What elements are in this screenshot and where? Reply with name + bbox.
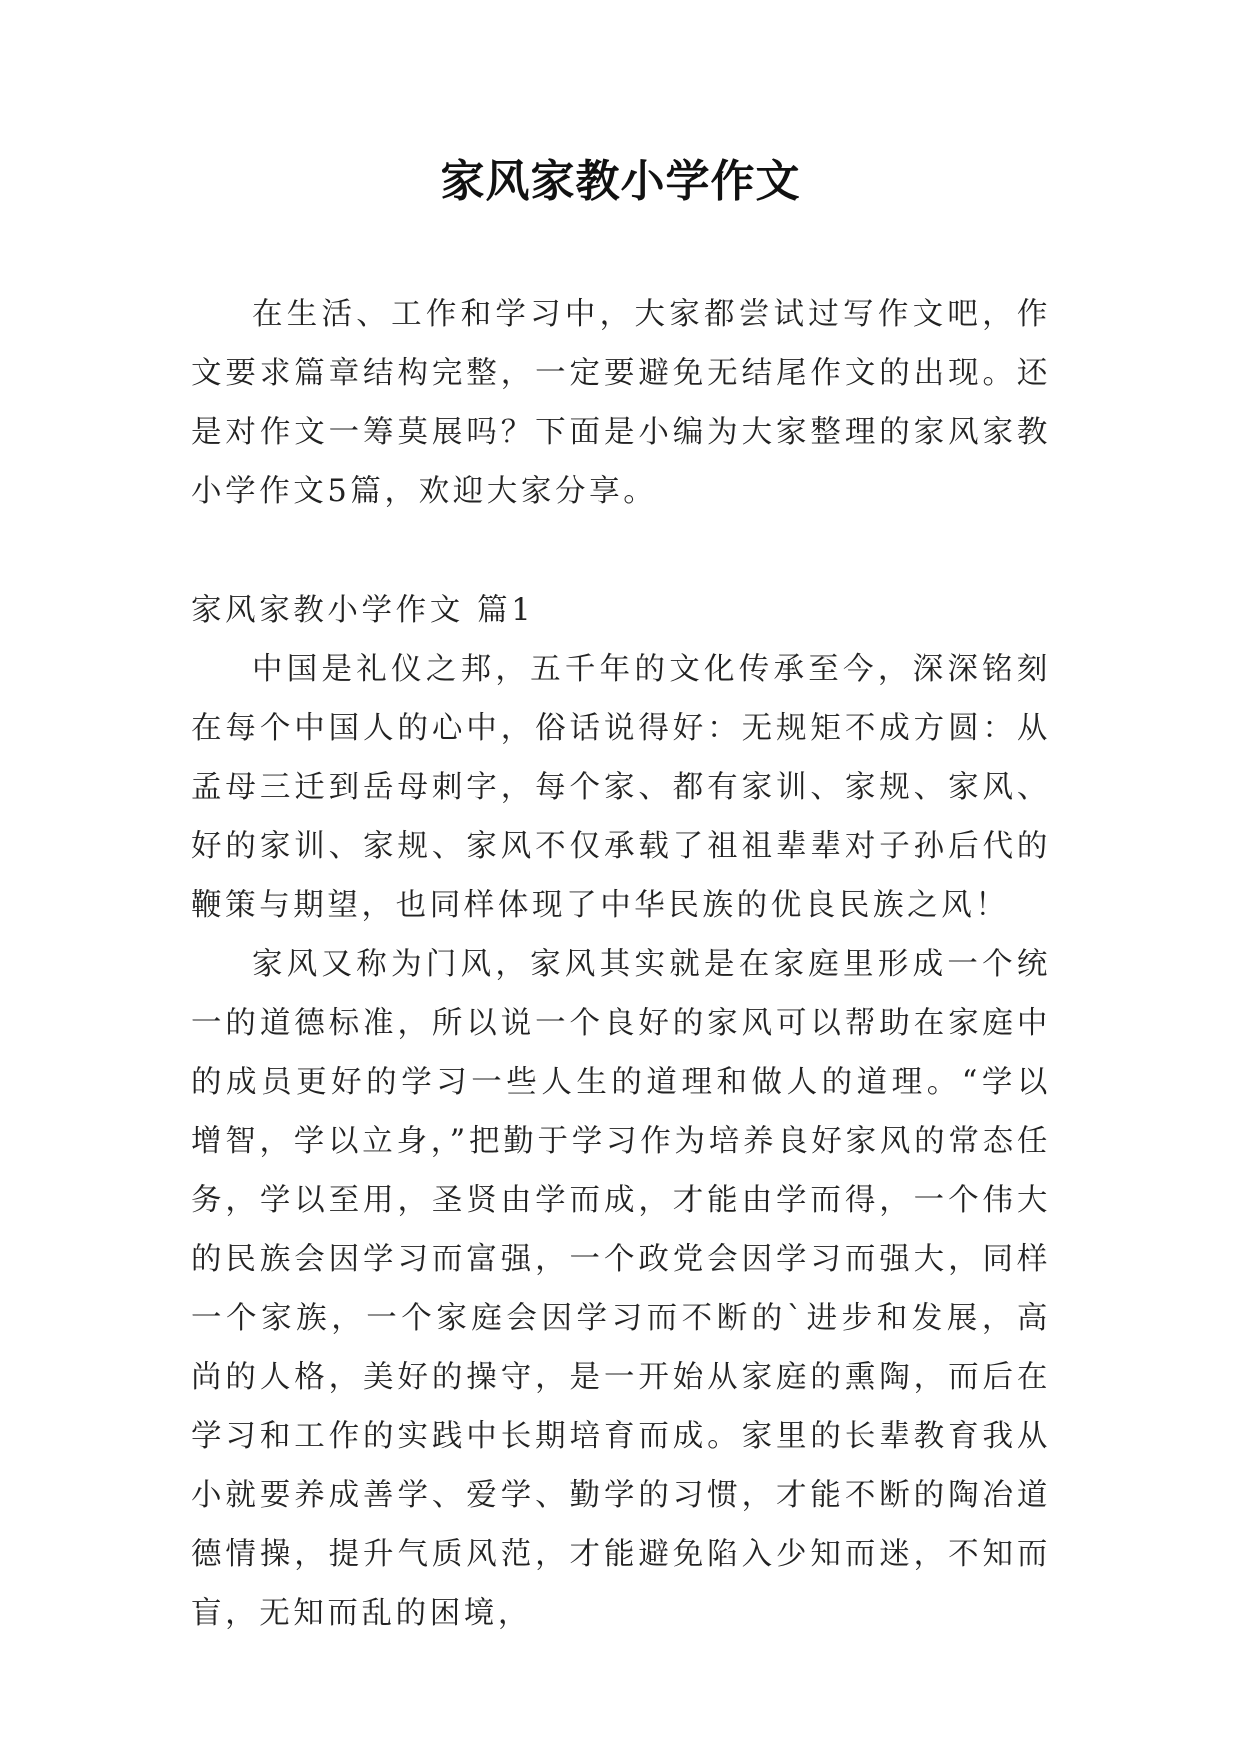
document-body	[191, 285, 1051, 1643]
intro-paragraph: 在生活、工作和学习中，大家都尝试过写作文吧，作文要求篇章结构完整，一定要避免无结尾作文的出现。还是对作文一筹莫展吗？下面是小编为大家整理的家风家教小学作文5篇，欢迎大家分享。	[191, 297, 1051, 509]
body-paragraph-1: 中国是礼仪之邦，五千年的文化传承至今，深深铭刻在每个中国人的心中，俗话说得好：无规矩不成方圆：从孟母三迁到岳母刺字，每个家、都有家训、家规、家风、好的家训、家规、家风不仅承载了祖祖辈辈对子孙后代的鞭策与期望，也同样体现了中华民族的优良民族之风！	[191, 652, 1051, 923]
paragraph-gap	[191, 521, 1051, 581]
section-heading: 家风家教小学作文 篇1	[191, 593, 535, 628]
document-title: 家风家教小学作文	[440, 156, 801, 207]
body-paragraph-2: 家风又称为门风，家风其实就是在家庭里形成一个统一的道德标准，所以说一个良好的家风可以帮助在家庭中的成员更好的学习一些人生的道理和做人的道理。“学以增智，学以立身，”把勤于学习作为培养良好家风的常态任务，学以至用，圣贤由学而成，才能由学而得，一个伟大的民族会因学习而富强，一个政党会因学习而强大，同样一个家族，一个家庭会因学习而不断的`进步和发展，高尚的人格，美好的操守，是一开始从家庭的熏陶，而后在学习和工作的实践中长期培育而成。家里的长辈教育我从小就要养成善学、爱学、勤学的习惯，才能不断的陶冶道德情操，提升气质风范，才能避免陷入少知而迷，不知而盲，无知而乱的困境，	[191, 947, 1051, 1631]
